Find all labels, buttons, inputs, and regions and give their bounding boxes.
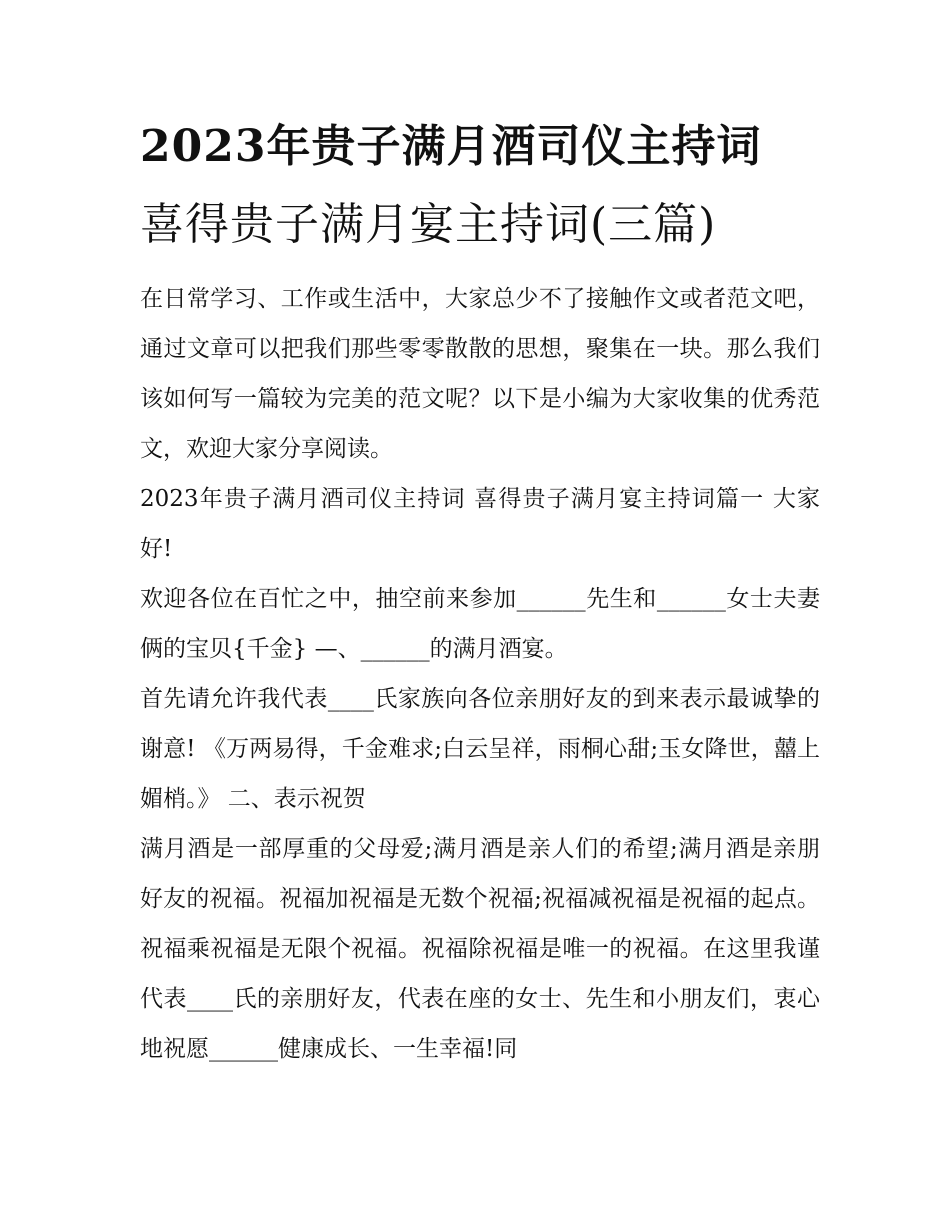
document-page	[140, 108, 820, 1074]
paragraph-thanks: 首先请允许我代表____氏家族向各位亲朋好友的到来表示最诚挚的谢意! 《万两易得，千金难求;白云呈祥，雨桐心甜;玉女降世，囍上媚梢。》 二、表示祝贺	[140, 686, 820, 812]
paragraph-welcome: 欢迎各位在百忙之中，抽空前来参加______先生和______女士夫妻俩的宝贝{千金} —、______的满月酒宴。	[140, 586, 820, 662]
paragraph-intro: 在日常学习、工作或生活中，大家总少不了接触作文或者范文吧，通过文章可以把我们那些零零散散的思想，聚集在一块。那么我们该如何写一篇较为完美的范文呢？以下是小编为大家收集的优秀范文，欢迎大家分享阅读。	[140, 286, 820, 462]
title-line-2: 喜得贵子满月宴主持词(三篇)	[140, 199, 717, 250]
title-line-1: 2023年贵子满月酒司仪主持词	[140, 121, 762, 172]
paragraph-greeting: 2023年贵子满月酒司仪主持词 喜得贵子满月宴主持词篇一 大家好!	[140, 486, 820, 562]
document-title	[140, 108, 820, 264]
paragraph-blessing: 满月酒是一部厚重的父母爱;满月酒是亲人们的希望;满月酒是亲朋好友的祝福。祝福加祝福是无数个祝福;祝福减祝福是祝福的起点。祝福乘祝福是无限个祝福。祝福除祝福是唯一的祝福。在这里我谨代表____氏的亲朋好友，代表在座的女士、先生和小朋友们，衷心地祝愿______健康成长、一生幸福!同	[140, 836, 820, 1062]
